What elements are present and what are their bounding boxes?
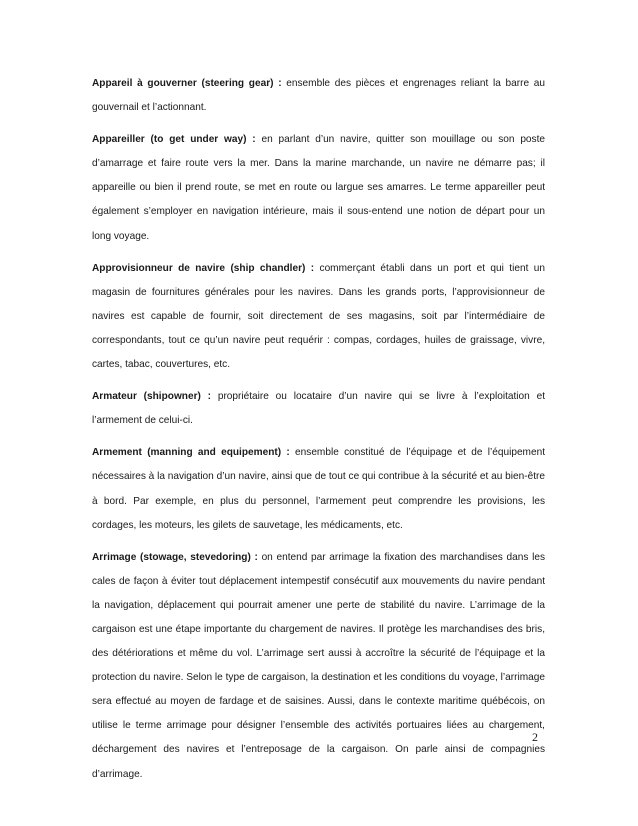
glossary-entry bbox=[92, 128, 545, 248]
entry-term: Appareiller (to get under way) : bbox=[92, 134, 256, 146]
glossary-entry bbox=[92, 546, 545, 787]
glossary-entry bbox=[92, 441, 545, 537]
entry-definition: ensemble des pièces et engrenages reliant la barre au gouvernail et l’actionnant. bbox=[92, 78, 546, 114]
entry-definition: commerçant établi dans un port et qui tient un magasin de fournitures générales pour les navires. Dans les grands ports, l’approvisionneur de navires est capable de fournir, soit directement de ses magasins, soit par l’intermédiaire de correspondants, tout ce qu’un navire peut requérir : compas, cordages, huiles de graissage, vivre, cartes, tabac, couvertures, etc. bbox=[92, 262, 545, 371]
entry-term: Appareil à gouverner (steering gear) : bbox=[92, 78, 282, 89]
glossary-content bbox=[92, 72, 545, 795]
entry-definition: on entend par arrimage la fixation des marchandises dans les cales de façon à éviter tout déplacement intempestif consécutif aux mouvements du navire pendant la navigation, déplacement qui pourrait amener une perte de stabilité du navire. L’arrimage de la cargaison est une étape importante du chargement de navires. Il protège les marchandises des bris, des détériorations et même du vol. L’arrimage sert aussi à accroître la sécurité de l’équipage et la protection du navire. Selon le type de cargaison, la destination et les conditions du voyage, l’arrimage sera effectué au moyen de fardage et de saisines. Aussi, dans le contexte maritime québécois, on utilise le terme arrimage pour désigner l’ensemble des activités portuaires liées au chargement, déchargement des navires et l’entreposage de la cargaison. On parle ainsi de compagnies d’arrimage. bbox=[92, 551, 545, 780]
entry-term: Arrimage (stowage, stevedoring) : bbox=[92, 551, 258, 563]
entry-term: Armement (manning and equipement) : bbox=[92, 447, 290, 459]
entry-definition: ensemble constitué de l’équipage et de l’équipement nécessaires à la navigation d’un navire, ainsi que de tout ce qui contribue à la sécurité et au bien-être à bord. Par exemple, en plus du personnel, l’armement peut comprendre les provisions, les cordages, les moteurs, les gilets de sauvetage, les médicaments, etc. bbox=[92, 447, 545, 531]
entry-term: Armateur (shipowner) : bbox=[92, 391, 212, 403]
glossary-entry bbox=[92, 72, 545, 120]
glossary-entry bbox=[92, 257, 545, 377]
entry-term: Approvisionneur de navire (ship chandler) : bbox=[92, 262, 315, 274]
page-number: 2 bbox=[532, 730, 538, 744]
glossary-entry bbox=[92, 385, 545, 433]
entry-definition: propriétaire ou locataire d’un navire qui se livre à l’exploitation et l’armement de celui-ci. bbox=[92, 391, 545, 427]
entry-definition: en parlant d’un navire, quitter son mouillage ou son poste d’amarrage et faire route vers la mer. Dans la marine marchande, un navire ne démarre pas; il appareille ou bien il prend route, se met en route ou largue ses amarres. Le terme appareiller peut également s’employer en navigation intérieure, mais il sous-entend une notion de départ pour un long voyage. bbox=[92, 134, 546, 242]
